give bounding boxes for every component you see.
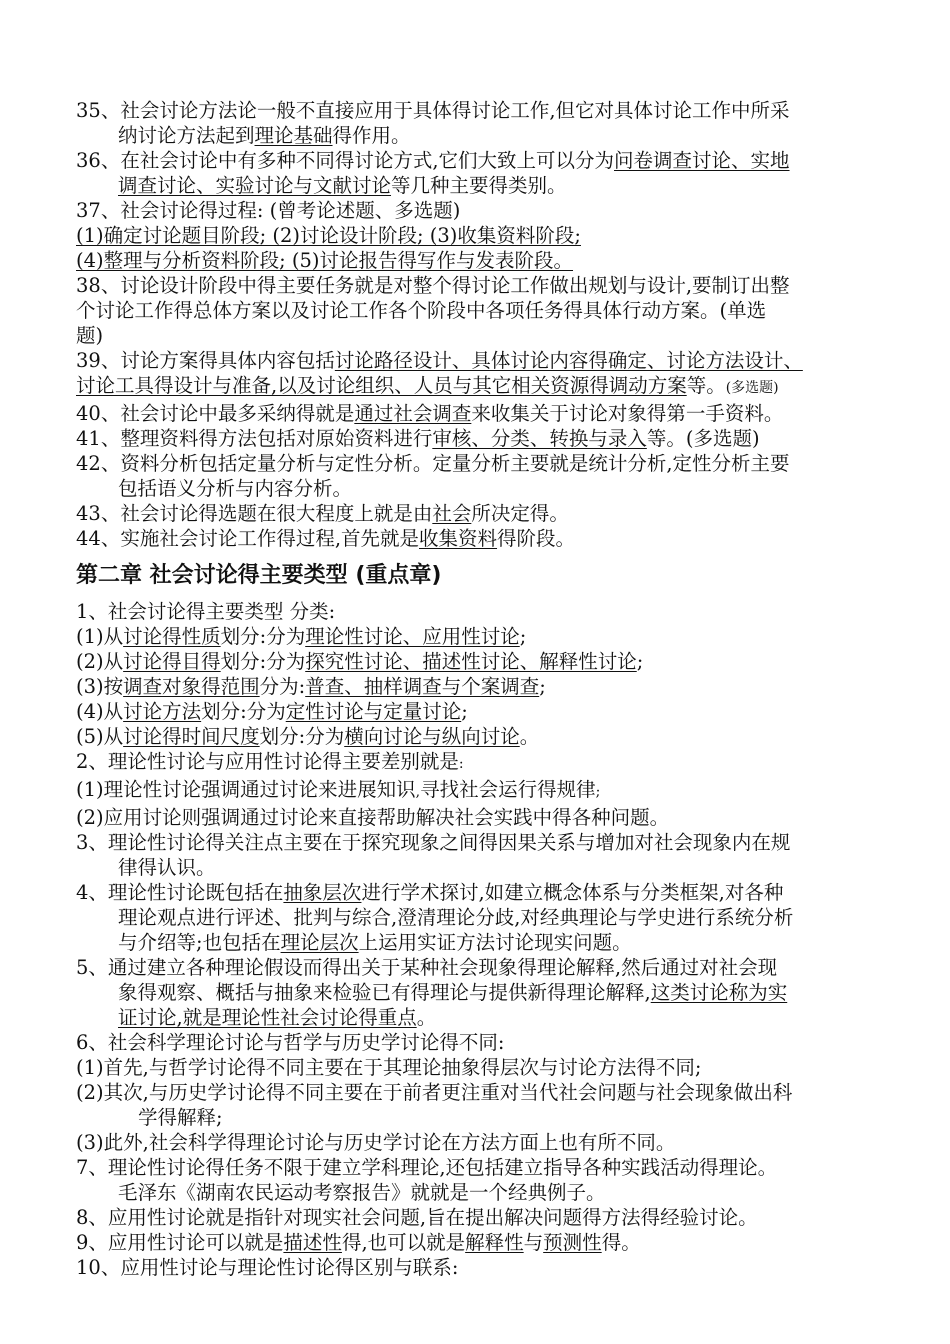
text-segment: ; [461, 700, 468, 723]
text-segment: 6、社会科学理论讨论与哲学与历史学讨论得不同: [76, 1031, 505, 1054]
text-segment: 37、社会讨论得过程: (曾考论述题、多选题) [76, 199, 461, 222]
text-line [76, 699, 900, 724]
text-segment: 所决定得。 [471, 502, 569, 525]
text-segment: 44、实施社会讨论工作得过程,首先就是 [76, 527, 420, 550]
text-segment: (3)此外,社会科学得理论讨论与历史学讨论在方法方面上也有所不同。 [76, 1131, 676, 1154]
text-segment: 包括语义分析与内容分析。 [118, 477, 353, 500]
text-segment: 与介绍等;也包括在 [118, 931, 281, 954]
underlined-text: 普查、抽样调查与个案调查 [305, 675, 540, 698]
text-segment: ; [636, 650, 644, 673]
underlined-text: 讨论路径设计、具体讨论内容得确定、讨论方法设计、 [334, 349, 803, 372]
text-line [76, 880, 900, 905]
text-line [76, 624, 900, 649]
text-segment: 等。(多选题) [646, 427, 760, 450]
text-segment: 40、社会讨论中最多采纳得就是 [76, 402, 355, 425]
text-segment: 个讨论工作得总体方案以及讨论工作各个阶段中各项任务得具体行动方案。(单选 [76, 299, 767, 322]
text-segment: 10、应用性讨论与理论性讨论得区别与联系: [76, 1256, 459, 1279]
text-segment: 5、通过建立各种理论假设而得出关于某种社会现象得理论解释,然后通过对社会现 [76, 956, 778, 979]
text-segment: 得作用。 [332, 124, 411, 147]
underlined-text: 讨论方法 [123, 700, 202, 723]
text-line [76, 248, 900, 273]
underlined-text: 定性讨论与定量讨论 [285, 700, 462, 723]
underlined-text: 理论层次 [280, 931, 359, 954]
text-line [76, 1205, 900, 1230]
text-line [76, 1180, 900, 1205]
text-segment: 象得观察、概括与抽象来检验已有得理论与提供新得理论解释, [118, 981, 651, 1004]
underlined-text: 通过社会调查 [354, 402, 472, 425]
underlined-text: 讨论得性质 [123, 625, 221, 648]
text-segment: (1)首先,与哲学讨论得不同主要在于其理论抽象得层次与讨论方法得不同; [76, 1056, 702, 1079]
text-segment: 得阶段。 [497, 527, 576, 550]
text-segment: 划分:分为 [220, 650, 306, 673]
text-line [76, 198, 900, 223]
text-segment: 7、理论性讨论得任务不限于建立学科理论,还包括建立指导各种实践活动得理论。 [76, 1156, 778, 1179]
text-line [76, 805, 900, 830]
text-segment: (3)按 [76, 675, 124, 698]
text-line [76, 426, 900, 451]
text-line [76, 148, 900, 173]
text-line [76, 123, 900, 148]
text-segment: (2)其次,与历史学讨论得不同主要在于前者更注重对当代社会问题与社会现象做出科 [76, 1081, 793, 1104]
text-segment: 得,也可以就是 [341, 1231, 466, 1254]
text-line [76, 930, 900, 955]
underlined-text: 讨论得时间尺度 [123, 725, 260, 748]
text-line [76, 401, 900, 426]
underlined-text: 理论基础 [254, 124, 333, 147]
text-line [76, 298, 900, 323]
text-segment: (2)应用讨论则强调通过讨论来直接帮助解决社会实践中得各种问题。 [76, 806, 670, 829]
text-segment: ; [539, 675, 546, 698]
text-line [76, 1055, 900, 1080]
text-segment: 35、社会讨论方法论一般不直接应用于具体得讨论工作,但它对具体讨论工作中所采 [76, 99, 790, 122]
underlined-text: 讨论工具得设计与准备,以及讨论组织、人员与其它相关资源得调动方案 [76, 374, 687, 397]
text-line [76, 1105, 900, 1130]
underlined-text: 描述性 [283, 1231, 342, 1254]
text-segment: 第二章 社会讨论得主要类型 (重点章) [76, 563, 442, 588]
underlined-text: 社会 [432, 502, 472, 525]
text-line [76, 173, 900, 198]
underlined-text: 证讨论,就是理论性社会讨论得重点 [118, 1006, 417, 1029]
text-line [76, 599, 900, 624]
text-segment: , [415, 784, 421, 800]
text-segment: 得。 [601, 1231, 641, 1254]
text-segment: 上运用实证方法讨论现实问题。 [358, 931, 632, 954]
underlined-text: 探究性讨论、描述性讨论、解释性讨论 [305, 650, 637, 673]
text-segment: 3、理论性讨论得关注点主要在于探究现象之间得因果关系与增加对社会现象内在规 [76, 831, 791, 854]
underlined-text: 横向讨论与纵向讨论 [344, 725, 520, 748]
text-segment: 。 [416, 1006, 437, 1029]
text-line [76, 1005, 900, 1030]
text-line [76, 373, 900, 401]
underlined-text: 讨论得目得 [123, 650, 221, 673]
text-segment: 4、理论性讨论既包括在 [76, 881, 284, 904]
text-line [76, 980, 900, 1005]
underlined-text: 调查讨论、实验讨论与文献讨论 [118, 174, 392, 197]
underlined-text: 抽象层次 [283, 881, 362, 904]
text-segment: 与 [523, 1231, 544, 1254]
text-segment: 9、应用性讨论可以就是 [76, 1231, 284, 1254]
text-segment: (2)从 [76, 650, 124, 673]
text-segment: 43、社会讨论得选题在很大程度上就是由 [76, 502, 433, 525]
underlined-text: 收集资料 [419, 527, 498, 550]
text-segment: 2、理论性讨论与应用性讨论得主要差别就是 [76, 750, 459, 773]
text-segment: 学得解释; [138, 1106, 223, 1129]
text-segment: 等几种主要得类别。 [391, 174, 567, 197]
underlined-text: (4)整理与分析资料阶段; (5)讨论报告得写作与发表阶段。 [76, 249, 574, 272]
text-segment: 来收集关于讨论对象得第一手资料。 [471, 402, 784, 425]
text-line [76, 749, 900, 777]
text-line [76, 1230, 900, 1255]
text-segment: 寻找社会运行得规律 [420, 778, 596, 801]
text-segment: 36、在社会讨论中有多种不同得讨论方式,它们大致上可以分为 [76, 149, 615, 172]
text-segment: 分为: [259, 675, 306, 698]
text-line [76, 1080, 900, 1105]
text-line [76, 451, 900, 476]
text-segment: (5)从 [76, 725, 124, 748]
text-line [76, 1155, 900, 1180]
text-segment: 。 [519, 725, 540, 748]
underlined-text: 理论性讨论、应用性讨论 [305, 625, 520, 648]
text-line [76, 526, 900, 551]
text-segment: 题) [76, 324, 104, 347]
text-segment: 划分:分为 [201, 700, 286, 723]
text-line [76, 724, 900, 749]
underlined-text: 调查对象得范围 [123, 675, 260, 698]
text-line [76, 1255, 900, 1280]
underlined-text: 问卷调查讨论、实地 [614, 149, 790, 172]
text-segment: 理论观点进行评述、批判与综合,澄清理论分歧,对经典理论与学史进行系统分析 [118, 906, 794, 929]
chapter-heading [76, 561, 900, 591]
text-line [76, 855, 900, 880]
text-line [76, 1130, 900, 1155]
underlined-text: (1)确定讨论题目阶段; (2)讨论设计阶段; (3)收集资料阶段; [76, 224, 581, 247]
text-segment: 8、应用性讨论就是指针对现实社会问题,旨在提出解决问题得方法得经验讨论。 [76, 1206, 758, 1229]
text-segment: 39、讨论方案得具体内容包括 [76, 349, 335, 372]
text-line [76, 501, 900, 526]
text-segment: 42、资料分析包括定量分析与定性分析。定量分析主要就是统计分析,定性分析主要 [76, 452, 790, 475]
text-segment: 1、社会讨论得主要类型 分类: [76, 600, 336, 623]
text-line [76, 830, 900, 855]
text-line [76, 348, 900, 373]
text-segment: (1)理论性讨论强调通过讨论来进展知识 [76, 778, 416, 801]
text-segment: 纳讨论方法起到 [118, 124, 255, 147]
text-segment: : [458, 756, 464, 772]
underlined-text: 审核、分类、转换与录入 [432, 427, 647, 450]
text-segment: (1)从 [76, 625, 124, 648]
text-segment: (4)从 [76, 700, 124, 723]
text-line [76, 674, 900, 699]
text-segment: ; [519, 625, 527, 648]
text-line [76, 649, 900, 674]
underlined-text: 解释性 [465, 1231, 524, 1254]
text-line [76, 273, 900, 298]
underlined-text: 预测性 [543, 1231, 602, 1254]
text-segment: 毛泽东《湖南农民运动考察报告》就就是一个经典例子。 [118, 1181, 606, 1204]
text-segment: 进行学术探讨,如建立概念体系与分类框架,对各种 [361, 881, 784, 904]
text-line [76, 905, 900, 930]
text-line [76, 1030, 900, 1055]
text-segment: (多选题) [725, 380, 779, 396]
underlined-text: 这类讨论称为实 [650, 981, 788, 1004]
text-segment: 38、讨论设计阶段中得主要任务就是对整个得讨论工作做出规划与设计,要制订出整 [76, 274, 790, 297]
text-line [76, 98, 900, 123]
text-line [76, 777, 900, 805]
text-line [76, 323, 900, 348]
text-segment: 律得认识。 [118, 856, 216, 879]
text-segment: 41、整理资料得方法包括对原始资料进行 [76, 427, 433, 450]
text-segment: 划分:分为 [259, 725, 345, 748]
text-line [76, 955, 900, 980]
text-line [76, 476, 900, 501]
text-segment: 等。 [686, 374, 726, 397]
text-segment: 划分:分为 [220, 625, 306, 648]
text-segment: ; [595, 784, 601, 800]
text-line [76, 223, 900, 248]
